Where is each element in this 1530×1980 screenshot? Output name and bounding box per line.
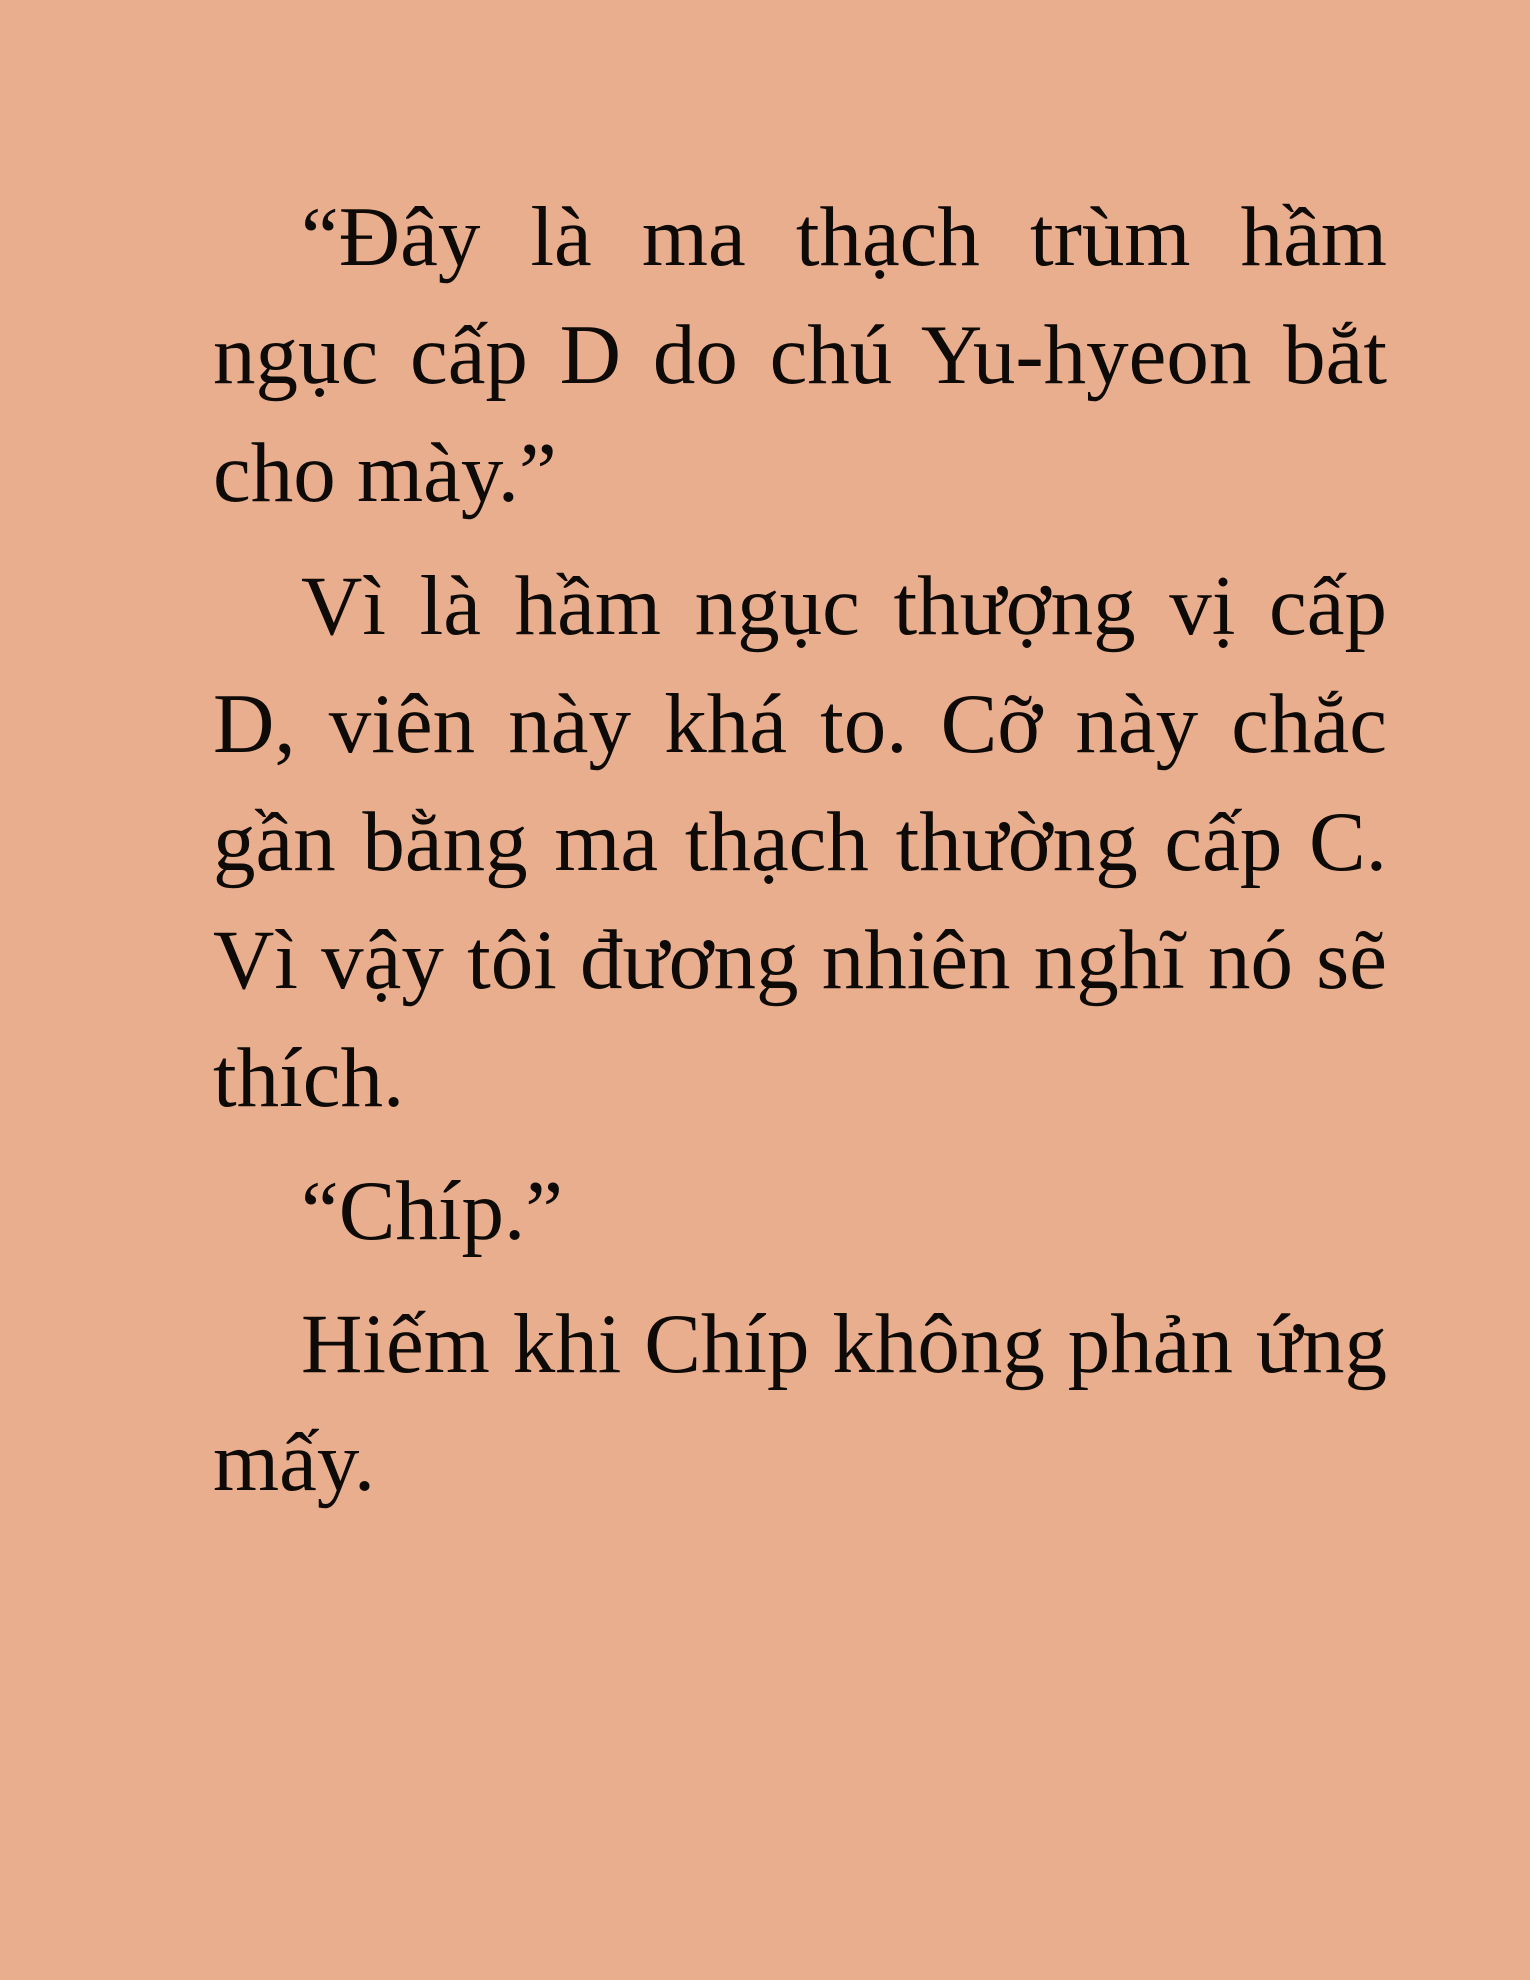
paragraph-1: “Đây là ma thạch trùm hầm ngục cấp D do chú Yu-hyeon bắt cho mày.” xyxy=(213,190,1387,520)
paragraph-3: “Chíp.” xyxy=(301,1164,564,1258)
paragraph-4: Hiếm khi Chíp không phản ứng mấy. xyxy=(213,1297,1387,1509)
paragraph-2: Vì là hầm ngục thượng vị cấp D, viên này khá to. Cỡ này chắc gần bằng ma thạch thường cấp C. Vì vậy tôi đương nhiên nghĩ nó sẽ thích. xyxy=(213,559,1387,1125)
document-page xyxy=(213,178,1387,1521)
